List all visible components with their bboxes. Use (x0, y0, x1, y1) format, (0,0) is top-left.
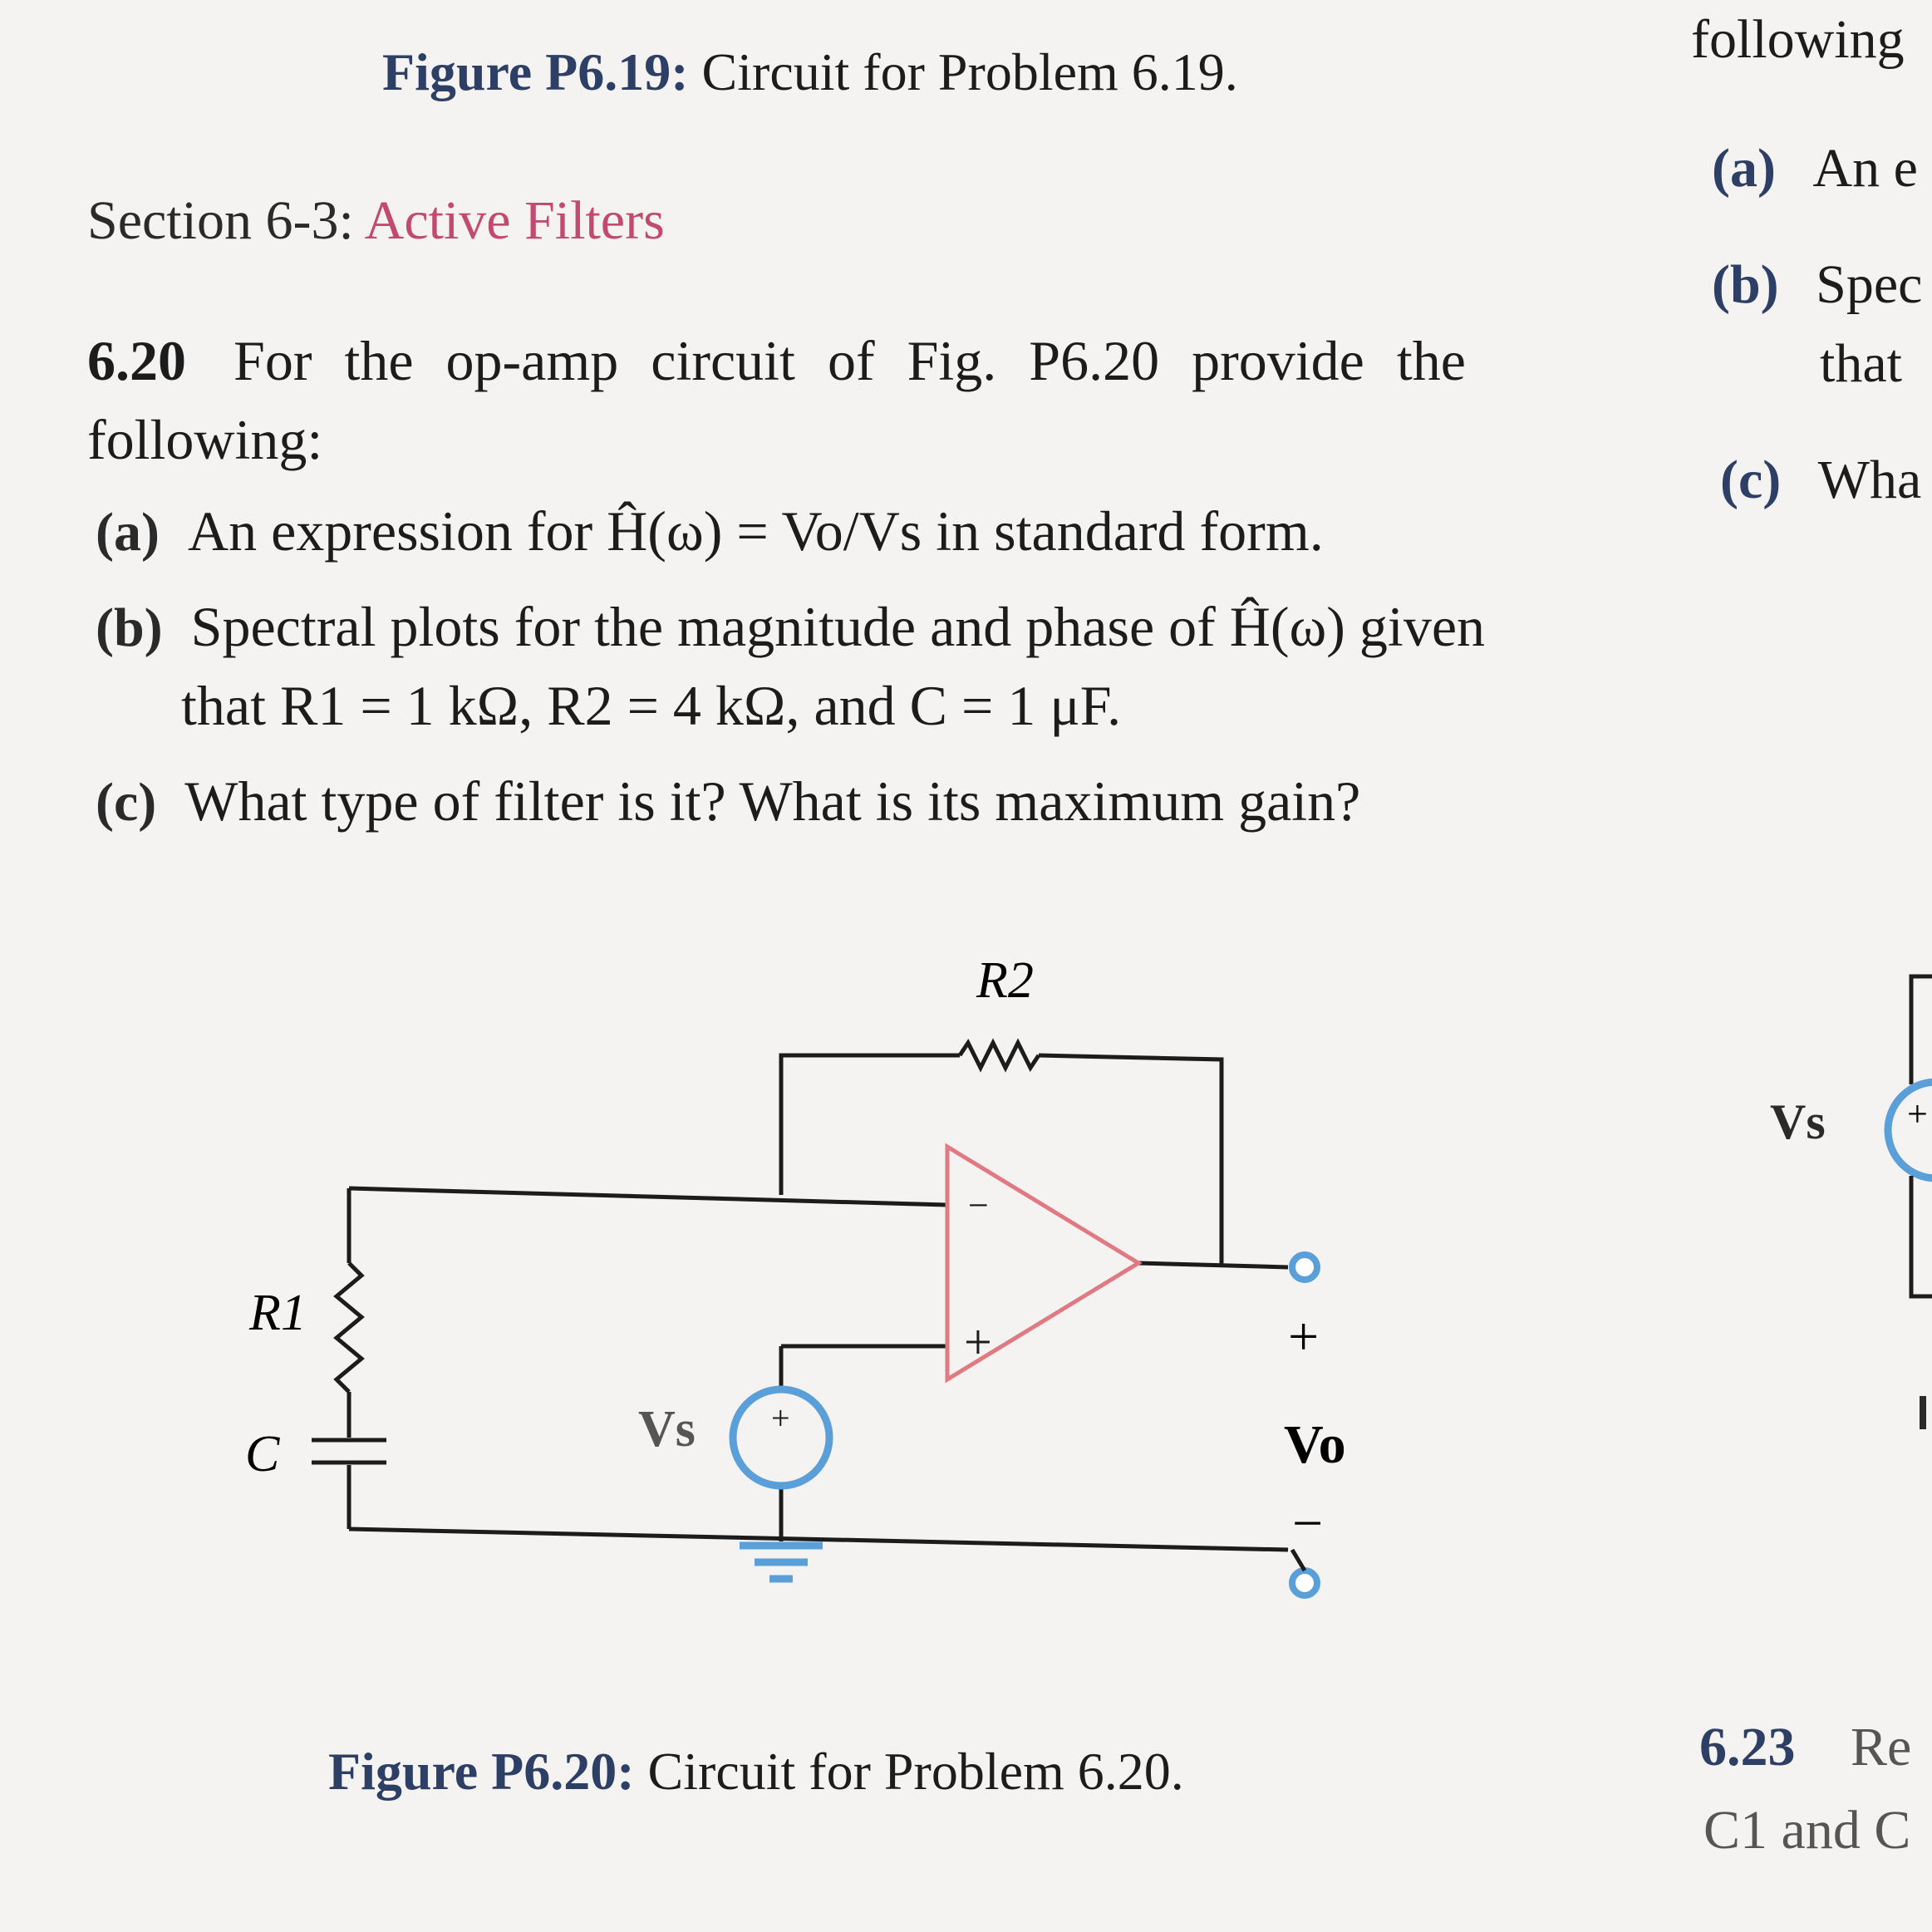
right-col-b-text-line2: that (1820, 333, 1902, 394)
item-c-label: (c) (96, 772, 157, 833)
right-col-a-label: (a) (1712, 138, 1776, 199)
vo-minus-label: − (1292, 1493, 1324, 1554)
c-label: C (245, 1426, 280, 1482)
right-vs-label: Vs (1770, 1094, 1826, 1149)
figure-p6-20-label: Figure P6.20: (328, 1742, 635, 1801)
ground-icon (740, 1546, 823, 1579)
right-col-item-a (1712, 137, 1918, 200)
item-a-label: (a) (96, 502, 160, 563)
section-title: Active Filters (364, 190, 665, 251)
problem-intro-line1 (87, 329, 1466, 392)
right-circuit-fragment (1770, 964, 1932, 1429)
right-col-following: following (1691, 9, 1905, 70)
right-col-problem-text: Re (1851, 1717, 1912, 1777)
right-col-problem-number: 6.23 (1699, 1717, 1796, 1777)
problem-intro-line2: following: (87, 408, 323, 471)
opamp-minus-sign: − (968, 1185, 989, 1226)
figure-p6-20-caption (328, 1741, 1184, 1802)
vo-plus-label: + (1288, 1306, 1320, 1367)
item-c-text: What type of filter is it? What is its maximum gain? (184, 769, 1361, 833)
vo-label: Vo (1284, 1414, 1346, 1475)
right-col-problem-line2: C1 and C (1703, 1800, 1911, 1861)
output-terminal-bottom (1292, 1571, 1317, 1595)
opamp-plus-sign: + (964, 1315, 992, 1369)
problem-item-a (96, 499, 1324, 564)
r1-label: R1 (249, 1285, 307, 1341)
problem-item-c (96, 769, 1360, 834)
wire-feedback-left (781, 1055, 960, 1195)
wire-feedback-right (1039, 1055, 1222, 1267)
circuit-diagram (208, 931, 1413, 1679)
item-a-text: An expression for Ĥ(ω) = Vo/Vs in standard form. (187, 499, 1324, 563)
right-col-b-text: Spec (1816, 254, 1923, 315)
figure-p6-19-label: Figure P6.19: (382, 42, 689, 101)
right-col-b-label: (b) (1712, 254, 1779, 315)
right-source-plus: + (1907, 1094, 1928, 1134)
right-col-item-c (1720, 449, 1921, 512)
source-plus-sign: + (771, 1399, 790, 1437)
item-b-text-line2: that R1 = 1 kΩ, R2 = 4 kΩ, and C = 1 μF. (181, 674, 1122, 737)
figure-p6-19-caption (382, 42, 1238, 103)
problem-item-b (96, 594, 1485, 660)
figure-p6-20-text: Circuit for Problem 6.20. (647, 1742, 1184, 1801)
output-terminal-top (1292, 1255, 1317, 1280)
r2-label: R2 (976, 952, 1034, 1009)
wire-output (1138, 1263, 1288, 1267)
resistor-r2 (960, 1043, 1039, 1068)
figure-p6-19-text: Circuit for Problem 6.19. (701, 42, 1238, 101)
item-b-text: Spectral plots for the magnitude and phase of Ĥ(ω) given (190, 595, 1485, 658)
wire-top (349, 1188, 947, 1205)
right-col-problem-6-23 (1699, 1716, 1911, 1779)
resistor-r1 (337, 1263, 361, 1392)
vs-label: Vs (638, 1401, 696, 1458)
right-col-a-text: An e (1812, 138, 1918, 199)
problem-intro-text: For the op-amp circuit of Fig. P6.20 provide the (234, 329, 1466, 392)
item-b-label: (b) (96, 597, 163, 658)
right-col-item-b (1712, 253, 1922, 317)
right-col-c-text: Wha (1817, 450, 1922, 510)
section-heading (87, 189, 665, 253)
problem-number: 6.20 (87, 329, 186, 392)
section-prefix: Section 6-3: (87, 190, 354, 251)
right-col-c-label: (c) (1720, 450, 1782, 510)
